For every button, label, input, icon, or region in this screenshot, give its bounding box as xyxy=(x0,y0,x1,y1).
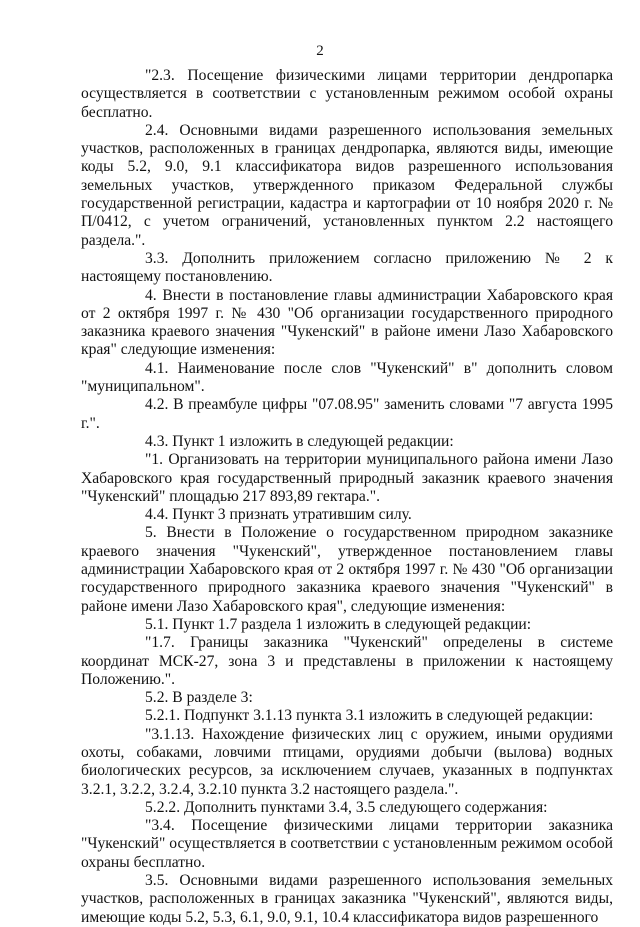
paragraph-3-3: 3.3. Дополнить приложением согласно приложению № 2 к настоящему постановлению. xyxy=(81,249,613,286)
paragraph-4: 4. Внести в постановление главы администрации Хабаровского края от 2 октября 1997 г. № 430 "Об организации государственного природного заказника краевого значения "Чукенский" в районе имени Лазо Хабаровского края" следующие изменения: xyxy=(81,286,613,359)
paragraph-2-3: "2.3. Посещение физическими лицами территории дендропарка осуществляется в соответствии с установленным режимом особой охраны бесплатно. xyxy=(81,67,613,121)
paragraph-5-2: 5.2. В разделе 3: xyxy=(145,689,253,707)
paragraph-5-1-text: "1.7. Границы заказника "Чукенский" определены в системе координат МСК-27, зона 3 и представлены в приложении к настоящему Положению.". xyxy=(81,634,613,688)
paragraph-4-4: 4.4. Пункт 3 признать утратившим силу. xyxy=(145,506,412,524)
paragraph-4-2: 4.2. В преамбуле цифры "07.08.95" заменить словами "7 августа 1995 г.". xyxy=(81,396,613,432)
paragraph-5-2-2: 5.2.2. Дополнить пунктами 3.4, 3.5 следующего содержания: xyxy=(145,798,548,816)
document-body xyxy=(81,67,613,927)
paragraph-3-5-text: 3.5. Основными видами разрешенного использования земельных участков, расположенных в границах заказника "Чукенский", являются виды, имеющие коды 5.2, 5.3, 6.1, 9.0, 9.1, 10.4 классификатора видов разрешенного xyxy=(81,872,613,926)
paragraph-4-3: 4.3. Пункт 1 изложить в следующей редакции: xyxy=(145,432,454,450)
paragraph-5-2-1: 5.2.1. Подпункт 3.1.13 пункта 3.1 изложить в следующей редакции: xyxy=(145,707,594,725)
paragraph-4-3-text: "1. Организовать на территории муниципального района имени Лазо Хабаровского края государственный природный заказник краевого значения "Чукенский" площадью 217 893,89 гектара.". xyxy=(81,451,613,505)
paragraph-4-1: 4.1. Наименование после слов "Чукенский" в" дополнить словом "муниципальном". xyxy=(81,359,613,396)
paragraph-2-4: 2.4. Основными видами разрешенного использования земельных участков, расположенных в границах дендропарка, являются виды, имеющие коды 5.2, 9.0, 9.1 классификатора видов разрешенного использования земельных участков, утвержденного приказом Федеральной службы государственной регистрации, кадастра и картографии от 10 ноября 2020 г. № П/0412, с учетом ограничений, установленных пунктом 2.2 настоящего раздела.". xyxy=(81,121,613,249)
page-number: 2 xyxy=(316,43,324,59)
paragraph-5-1: 5.1. Пункт 1.7 раздела 1 изложить в следующей редакции: xyxy=(145,615,532,633)
paragraph-5: 5. Внести в Положение о государственном природном заказнике краевого значения "Чукенский", утвержденное постановлением главы администрации Хабаровского края от 2 октября 1997 г. № 430 "Об организации государственного природного заказника краевого значения "Чукенский" в районе имени Лазо Хабаровского края", следующие изменения: xyxy=(81,524,613,615)
paragraph-5-2-1-text: "3.1.13. Нахождение физических лиц с оружием, иными орудиями охоты, собаками, ловчими птицами, орудиями добычи (вылова) водных биологических ресурсов, за исключением случаев, указанных в подпунктах 3.2.1, 3.2.2, 3.2.4, 3.2.10 пункта 3.2 настоящего раздела.". xyxy=(81,725,613,798)
paragraph-3-4-text: "3.4. Посещение физическими лицами территории заказника "Чукенский" осуществляется в соответствии с установленным режимом особой охраны бесплатно. xyxy=(81,817,613,871)
